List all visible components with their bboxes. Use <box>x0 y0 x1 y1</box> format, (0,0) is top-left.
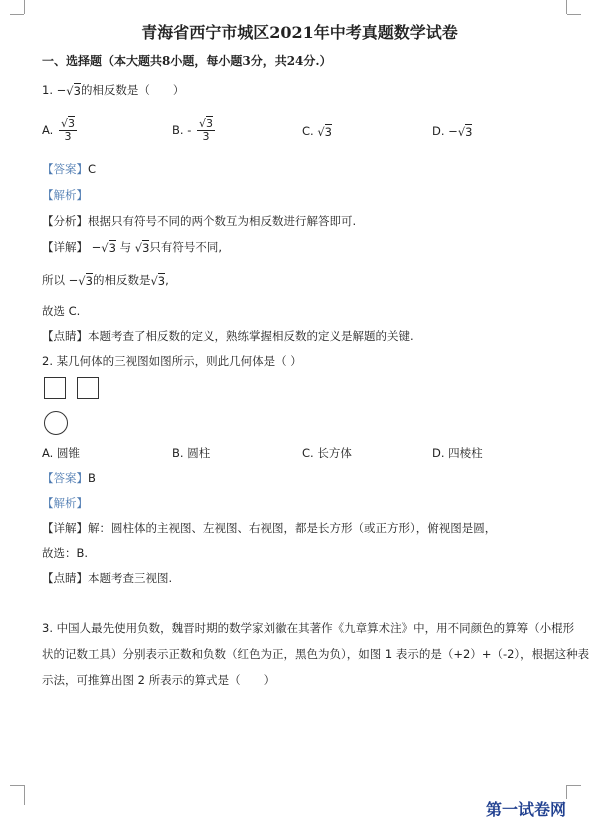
q3-line-3: 示法，可推算出图 2 所表示的算式是（ ） <box>42 673 276 687</box>
q3-line-2: 状的记数工具）分别表示正数和负数（红色为正，黑色为负），如图 1 表示的是（+2）+（-2），根据这种表 <box>42 647 590 661</box>
q1-answer: 【答案】C <box>42 162 97 176</box>
q2-conclusion: 故选：B. <box>42 546 89 560</box>
q1-xiangjie: 【详解】 −√3 与 √3只有符号不同, <box>42 240 223 255</box>
q1-option-a: A. $\frac{√3}{3}$ <box>42 117 75 143</box>
corner-mark-tl-h <box>10 14 24 15</box>
corner-mark-tr-v <box>566 0 567 14</box>
q2-option-b: B. 圆柱 <box>172 446 211 460</box>
corner-mark-bl-h <box>10 785 24 786</box>
q2-answer: 【答案】B <box>42 471 96 485</box>
q2-option-a: A. 圆锥 <box>42 446 80 460</box>
q1-conclusion: 故选 C. <box>42 304 81 318</box>
side-view-square <box>77 377 99 399</box>
q2-dianjing: 【点睛】本题考查三视图. <box>42 571 173 585</box>
q1-fenxi: 【分析】根据只有符号不同的两个数互为相反数进行解答即可. <box>42 214 357 228</box>
q1-option-d: D. −√3 <box>432 124 473 139</box>
corner-mark-br-h <box>567 785 581 786</box>
q2-xiangjie: 【详解】解：圆柱体的主视图、左视图、右视图，都是长方形（或正方形），俯视图是圆， <box>42 521 497 535</box>
q2-option-c: C. 长方体 <box>302 446 352 460</box>
q1-option-b: B. - $\frac{√3}{3}$ <box>172 117 214 143</box>
corner-mark-tl-v <box>24 0 25 14</box>
page-title: 青海省西宁市城区2021年中考真题数学试卷 <box>141 23 458 42</box>
corner-mark-br-v <box>566 785 567 799</box>
corner-mark-bl-v <box>24 785 25 805</box>
q1-so: 所以 −√3的相反数是√3, <box>42 273 169 288</box>
corner-mark-tr-h <box>567 14 581 15</box>
q2-analysis-tag: 【解析】 <box>42 496 88 510</box>
q1-option-c: C. √3 <box>302 124 332 139</box>
sqrt-symbol: √3 <box>66 83 81 98</box>
q1-analysis-tag: 【解析】 <box>42 188 88 202</box>
q1-stem: 1. −√3的相反数是（ ） <box>42 83 185 98</box>
q2-option-d: D. 四棱柱 <box>432 446 483 460</box>
front-view-square <box>44 377 66 399</box>
q1-dianjing: 【点睛】本题考查了相反数的定义，熟练掌握相反数的定义是解题的关键. <box>42 329 414 343</box>
section-heading: 一、选择题（本大题共8小题，每小题3分，共24分.） <box>42 54 332 68</box>
q3-line-1: 3. 中国人最先使用负数，魏晋时期的数学家刘徽在其著作《九章算术注》中，用不同颜色的算筹（小棍形 <box>42 621 575 635</box>
top-view-circle <box>44 411 68 435</box>
q2-stem: 2. 某几何体的三视图如图所示，则此几何体是（ ） <box>42 354 302 368</box>
footer-watermark: 第一试卷网 <box>486 800 567 819</box>
